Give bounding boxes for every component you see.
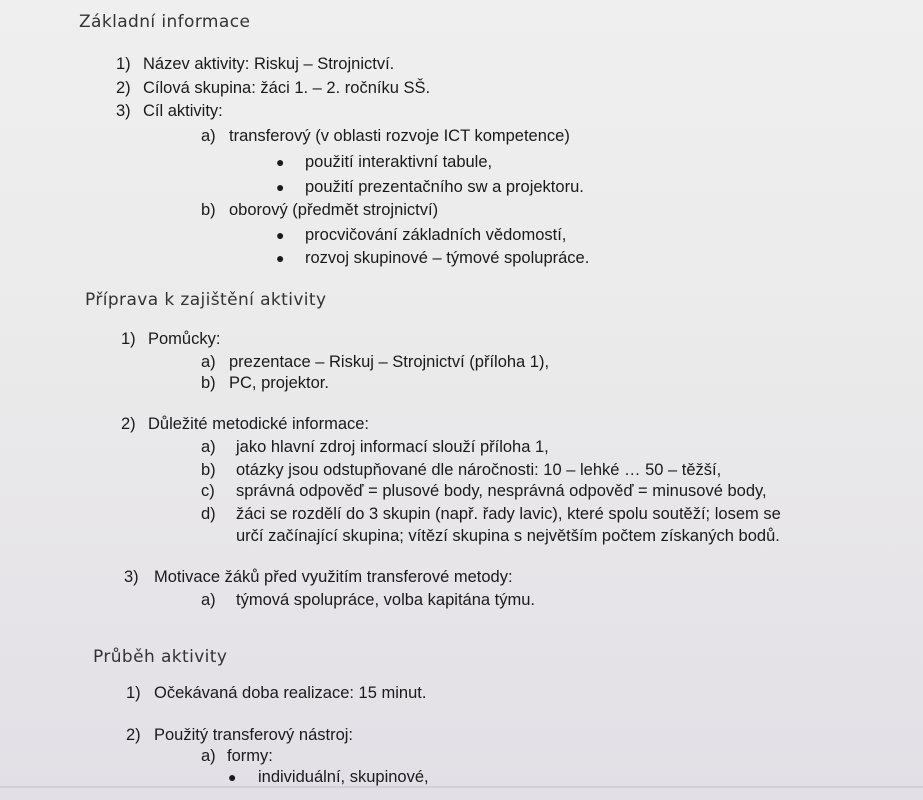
list-item-text: Motivace žáků před využitím transferové metody: (154, 568, 513, 586)
document-page: Základní informace 1) Název aktivity: Riskuj – Strojnictví. 2) Cílová skupina: žáci 1. – 2. ročníku SŠ. 3) Cíl aktivity: a) transferový (v oblasti rozvoje ICT kompetence) ● použití interaktivní tabule, ● použití prezentačního sw a projektoru. b) oborový (předmět strojnictví) ● procvičování základních vědomostí, ● rozvoj skupinové – týmové spolupráce. Příprava k zajištění aktivity 1) Pomůcky: a) prezentace – Riskuj – Strojnictví (příloha 1), b) PC, projektor. 2) Důležité metodické informace: a) jako hlavní zdroj informací slouží příloha 1, b) otázky jsou odstupňované dle náročnosti: 10 – lehké … 50 – těžší, c) správná odpověď = plusové body, nesprávná odpověď = minusové body, d) žáci se rozdělí do 3 skupin (např. řady lavic), které spolu soutěží; losem se určí začínající skupina; vítězí skupina s největším počtem získaných bodů. 3) Motivace žáků před využitím transferové metody: a) týmová spolupráce, volba kapitána týmu. Průběh aktivity 1) Očekávaná doba realizace: 15 minut. 2) Použitý transferový nástroj: a) formy: ● individuální, skupinové, (0, 0, 923, 800)
section-heading-zakladni: Základní informace (79, 12, 251, 32)
bullet-icon: ● (276, 227, 285, 243)
list-item-text: Cílová skupina: žáci 1. – 2. ročníku SŠ. (143, 79, 431, 97)
list-item-text: Název aktivity: Riskuj – Strojnictví. (143, 55, 395, 73)
bullet-icon: ● (276, 250, 285, 266)
page-bottom-edge (0, 786, 923, 788)
list-item-text: Pomůcky: (148, 330, 221, 348)
sub-list-item-continuation: určí začínající skupina; vítězí skupina s největším počtem získaných bodů. (236, 527, 780, 545)
bullet-icon: ● (276, 179, 285, 195)
section-heading-prubeh: Průběh aktivity (93, 647, 228, 667)
sub-list-item-text: oborový (předmět strojnictví) (229, 201, 439, 219)
sub-list-item-text: transferový (v oblasti rozvoje ICT kompetence) (229, 127, 570, 145)
section-heading-priprava: Příprava k zajištění aktivity (85, 290, 327, 310)
bullet-icon: ● (228, 769, 237, 785)
bullet-icon: ● (276, 154, 285, 170)
list-item-text: Použitý transferový nástroj: (154, 726, 353, 744)
list-item-text: Důležité metodické informace: (148, 415, 370, 433)
list-item-text: Očekávaná doba realizace: 15 minut. (154, 684, 427, 702)
list-item-text: Cíl aktivity: (143, 102, 223, 120)
